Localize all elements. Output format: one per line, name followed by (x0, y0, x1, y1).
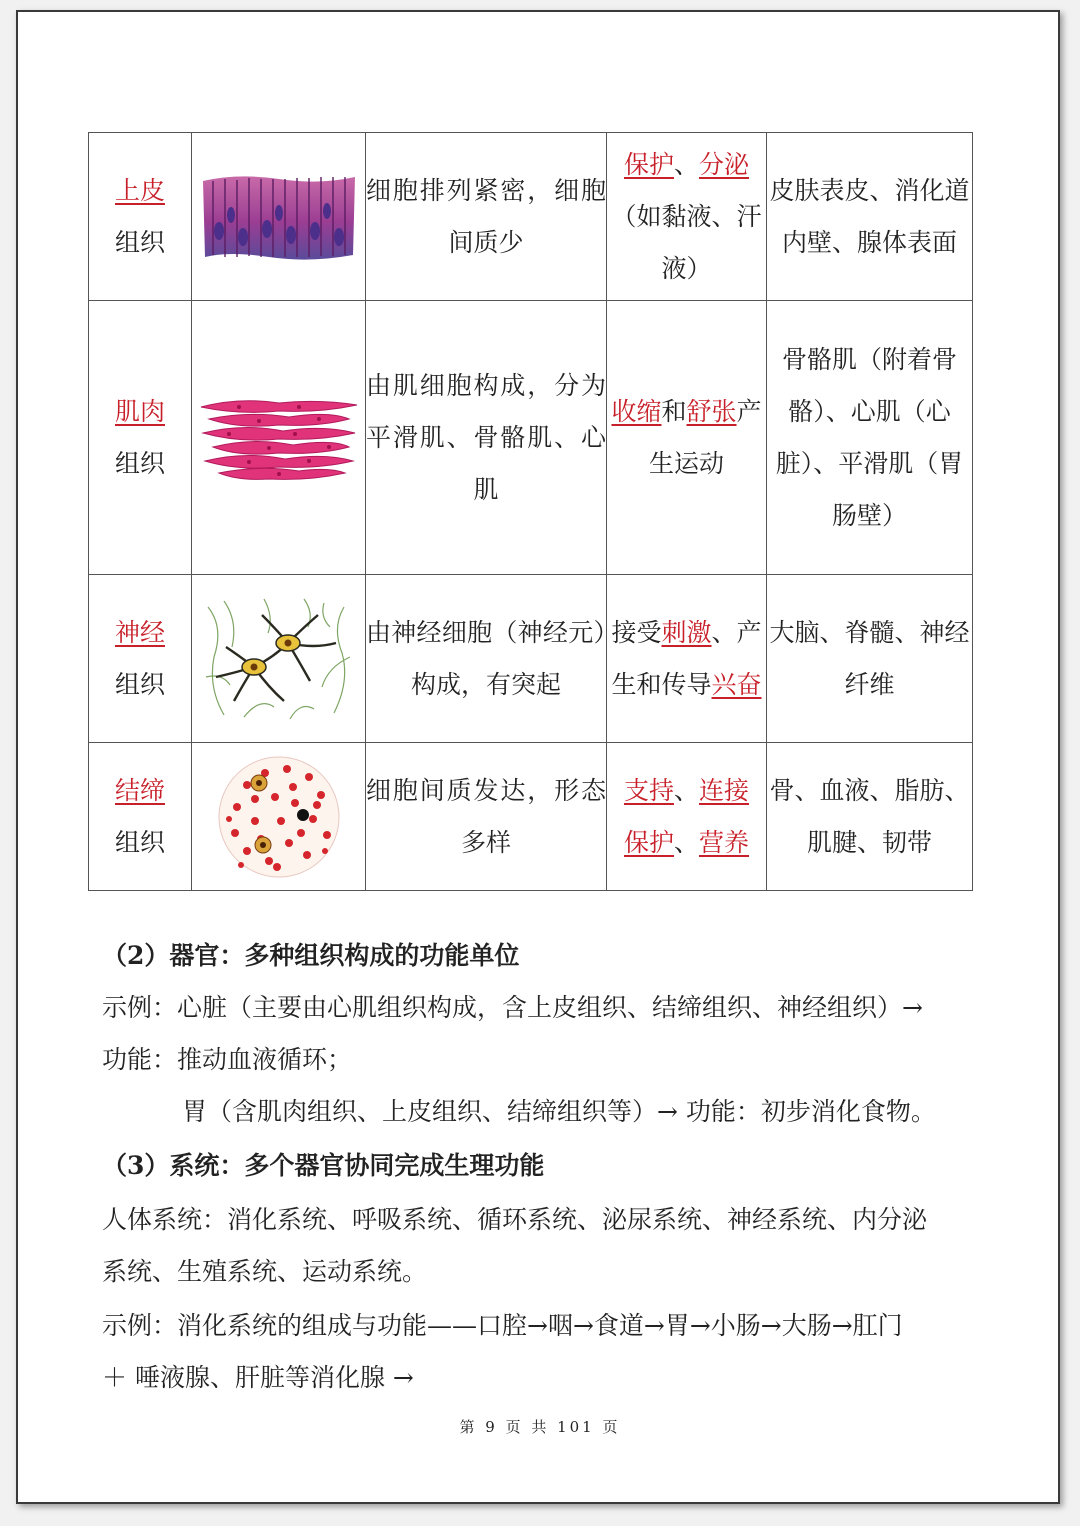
function-keyword: 连接 (699, 775, 750, 805)
system-list-line: 系统、生殖系统、运动系统。 (102, 1257, 428, 1286)
tissue-name-keyword: 结缔 (114, 775, 165, 805)
function-keyword: 舒张 (686, 396, 737, 426)
tissue-example-cell (767, 133, 973, 301)
table-row (89, 575, 973, 743)
tissue-description: 由肌细胞构成，分为平滑肌、骨骼肌、心肌 (366, 370, 606, 504)
function-keyword: 支持 (623, 775, 674, 805)
tissue-description: 细胞排列紧密，细胞间质少 (366, 175, 606, 257)
tissue-description-cell (366, 301, 607, 575)
nerve-tissue-image (192, 575, 366, 743)
table-row (89, 133, 973, 301)
function-keyword: 保护 (623, 149, 674, 179)
function-separator: 、 (673, 149, 699, 179)
function-separator: 、 (673, 775, 699, 805)
organ-stomach-line: 胃（含肌肉组织、上皮组织、结缔组织等）→ 功能：初步消化食物。 (182, 1097, 936, 1126)
tissue-name-suffix: 组织 (114, 448, 165, 478)
tissue-table (88, 132, 973, 891)
page-number-footer: 第 9 页 共 101 页 (459, 1418, 621, 1436)
table-row (89, 743, 973, 891)
tissue-name-cell (89, 575, 192, 743)
tissue-function-cell (607, 301, 767, 575)
tissue-name-suffix: 组织 (114, 827, 165, 857)
system-list-line: 人体系统：消化系统、呼吸系统、循环系统、泌尿系统、神经系统、内分泌 (102, 1205, 928, 1234)
function-detail: 、产生和传导 (611, 617, 762, 699)
tissue-description-cell (366, 575, 607, 743)
system-example-line: ＋ 唾液腺、肝脏等消化腺 → (102, 1363, 414, 1392)
system-heading: （3）系统：多个器官协同完成生理功能 (102, 1151, 545, 1180)
organ-heading: （2）器官：多种组织构成的功能单位 (102, 941, 520, 970)
function-keyword: 收缩 (611, 396, 662, 426)
tissue-name-cell (89, 133, 192, 301)
tissue-name-cell (89, 301, 192, 575)
tissue-function-cell (607, 575, 767, 743)
muscle-tissue-image (192, 301, 366, 575)
function-keyword: 分泌 (699, 149, 750, 179)
tissue-name-keyword: 肌肉 (114, 396, 165, 426)
function-keyword: 保护 (623, 827, 674, 857)
tissue-name-keyword: 神经 (114, 617, 165, 647)
function-keyword: 兴奋 (711, 669, 762, 699)
tissue-description-cell (366, 133, 607, 301)
function-separator: 、 (673, 827, 699, 857)
connective-tissue-image (192, 743, 366, 891)
epithelial-tissue-image (192, 133, 366, 301)
tissue-example: 骨骼肌（附着骨骼）、心肌（心脏）、平滑肌（胃肠壁） (775, 344, 964, 530)
tissue-example-cell (767, 743, 973, 891)
function-detail: 产生运动 (648, 396, 762, 478)
tissue-function-cell (607, 133, 767, 301)
tissue-name-suffix: 组织 (114, 669, 165, 699)
tissue-example: 大脑、脊髓、神经纤维 (769, 617, 970, 699)
tissue-name-keyword: 上皮 (114, 175, 165, 205)
function-keyword: 营养 (699, 827, 750, 857)
tissue-name-suffix: 组织 (114, 227, 165, 257)
organ-example-line: 示例：心脏（主要由心肌组织构成，含上皮组织、结缔组织、神经组织）→ (102, 993, 923, 1022)
system-example-line: 示例：消化系统的组成与功能——口腔→咽→食道→胃→小肠→大肠→肛门 (102, 1311, 903, 1340)
function-prefix: 接受 (611, 617, 662, 647)
tissue-description: 细胞间质发达，形态多样 (366, 775, 606, 857)
tissue-name-cell (89, 743, 192, 891)
document-page (16, 10, 1060, 1504)
function-keyword: 刺激 (661, 617, 712, 647)
function-separator: 和 (661, 396, 687, 426)
tissue-example-cell (767, 301, 973, 575)
tissue-example: 皮肤表皮、消化道内壁、腺体表面 (769, 175, 970, 257)
tissue-description-cell (366, 743, 607, 891)
tissue-function-cell (607, 743, 767, 891)
tissue-description: 由神经细胞（神经元）构成，有突起 (366, 617, 606, 699)
tissue-example-cell (767, 575, 973, 743)
tissue-example: 骨、血液、脂肪、肌腱、韧带 (769, 775, 970, 857)
organ-function-line: 功能：推动血液循环； (102, 1045, 353, 1074)
table-row (89, 301, 973, 575)
function-detail: （如黏液、汗液） (611, 201, 762, 283)
